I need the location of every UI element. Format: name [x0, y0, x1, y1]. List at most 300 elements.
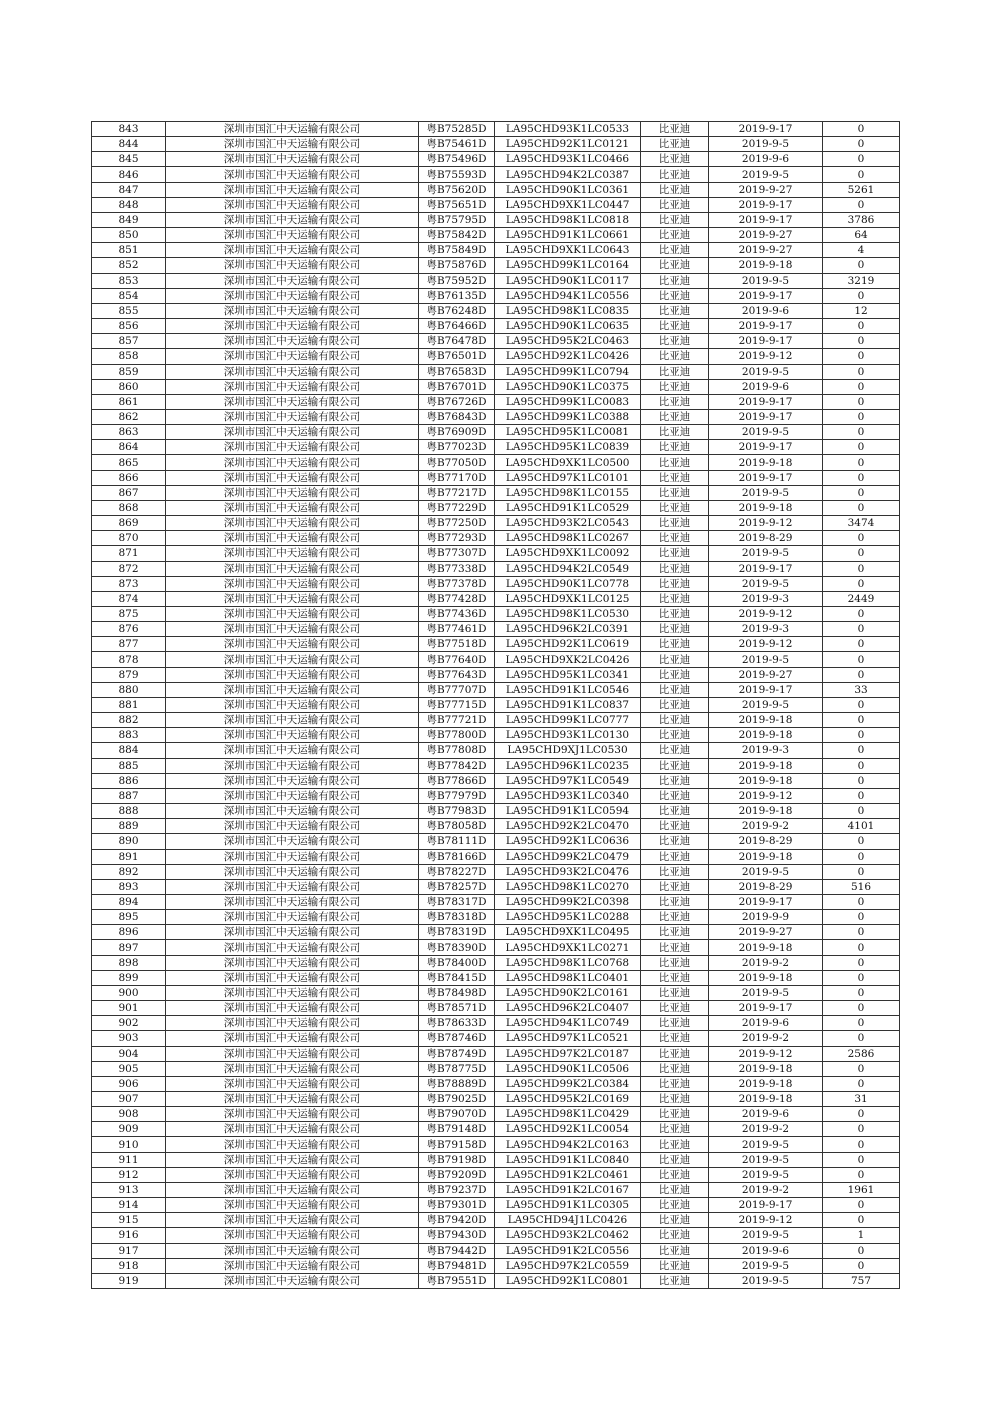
date-cell: 2019-9-5	[709, 167, 823, 182]
brand-cell: 比亚迪	[641, 273, 709, 288]
brand-cell: 比亚迪	[641, 1016, 709, 1031]
plate-cell: 粤B76583D	[419, 364, 495, 379]
vin-cell: LA95CHD95K1LC0341	[495, 667, 641, 682]
company-cell: 深圳市国汇中天运输有限公司	[166, 1167, 419, 1182]
brand-cell: 比亚迪	[641, 652, 709, 667]
row-number-cell: 910	[92, 1137, 166, 1152]
company-cell: 深圳市国汇中天运输有限公司	[166, 1243, 419, 1258]
brand-cell: 比亚迪	[641, 1243, 709, 1258]
value-cell: 1961	[823, 1182, 900, 1197]
table-row	[92, 955, 900, 970]
table-row	[92, 182, 900, 197]
plate-cell: 粤B79420D	[419, 1213, 495, 1228]
value-cell: 4	[823, 243, 900, 258]
company-cell: 深圳市国汇中天运输有限公司	[166, 743, 419, 758]
plate-cell: 粤B79158D	[419, 1137, 495, 1152]
brand-cell: 比亚迪	[641, 500, 709, 515]
brand-cell: 比亚迪	[641, 697, 709, 712]
table-row	[92, 500, 900, 515]
brand-cell: 比亚迪	[641, 910, 709, 925]
vin-cell: LA95CHD98K1LC0530	[495, 607, 641, 622]
date-cell: 2019-9-2	[709, 1182, 823, 1197]
company-cell: 深圳市国汇中天运输有限公司	[166, 910, 419, 925]
value-cell: 3219	[823, 273, 900, 288]
company-cell: 深圳市国汇中天运输有限公司	[166, 1137, 419, 1152]
table-row	[92, 667, 900, 682]
company-cell: 深圳市国汇中天运输有限公司	[166, 697, 419, 712]
plate-cell: 粤B75496D	[419, 152, 495, 167]
table-row	[92, 228, 900, 243]
company-cell: 深圳市国汇中天运输有限公司	[166, 804, 419, 819]
table-row	[92, 273, 900, 288]
company-cell: 深圳市国汇中天运输有限公司	[166, 152, 419, 167]
vin-cell: LA95CHD94J1LC0426	[495, 1213, 641, 1228]
company-cell: 深圳市国汇中天运输有限公司	[166, 455, 419, 470]
table-row	[92, 985, 900, 1000]
row-number-cell: 918	[92, 1258, 166, 1273]
company-cell: 深圳市国汇中天运输有限公司	[166, 167, 419, 182]
table-row	[92, 531, 900, 546]
company-cell: 深圳市国汇中天运输有限公司	[166, 1152, 419, 1167]
date-cell: 2019-9-17	[709, 894, 823, 909]
plate-cell: 粤B76843D	[419, 409, 495, 424]
date-cell: 2019-9-2	[709, 1031, 823, 1046]
company-cell: 深圳市国汇中天运输有限公司	[166, 879, 419, 894]
vin-cell: LA95CHD91K1LC0529	[495, 500, 641, 515]
company-cell: 深圳市国汇中天运输有限公司	[166, 607, 419, 622]
value-cell: 64	[823, 228, 900, 243]
vin-cell: LA95CHD93K2LC0462	[495, 1228, 641, 1243]
vin-cell: LA95CHD91K2LC0167	[495, 1182, 641, 1197]
company-cell: 深圳市国汇中天运输有限公司	[166, 243, 419, 258]
plate-cell: 粤B78775D	[419, 1061, 495, 1076]
table-row	[92, 349, 900, 364]
company-cell: 深圳市国汇中天运输有限公司	[166, 470, 419, 485]
row-number-cell: 865	[92, 455, 166, 470]
table-row	[92, 1137, 900, 1152]
plate-cell: 粤B75876D	[419, 258, 495, 273]
plate-cell: 粤B78571D	[419, 1001, 495, 1016]
vin-cell: LA95CHD93K1LC0533	[495, 122, 641, 137]
plate-cell: 粤B77979D	[419, 788, 495, 803]
company-cell: 深圳市国汇中天运输有限公司	[166, 925, 419, 940]
plate-cell: 粤B79442D	[419, 1243, 495, 1258]
date-cell: 2019-9-27	[709, 925, 823, 940]
value-cell: 0	[823, 122, 900, 137]
brand-cell: 比亚迪	[641, 122, 709, 137]
row-number-cell: 872	[92, 561, 166, 576]
plate-cell: 粤B77866D	[419, 773, 495, 788]
table-row	[92, 576, 900, 591]
row-number-cell: 871	[92, 546, 166, 561]
date-cell: 2019-9-5	[709, 1228, 823, 1243]
brand-cell: 比亚迪	[641, 682, 709, 697]
table-row	[92, 682, 900, 697]
plate-cell: 粤B77643D	[419, 667, 495, 682]
value-cell: 31	[823, 1092, 900, 1107]
date-cell: 2019-9-17	[709, 440, 823, 455]
row-number-cell: 895	[92, 910, 166, 925]
company-cell: 深圳市国汇中天运输有限公司	[166, 1273, 419, 1288]
row-number-cell: 859	[92, 364, 166, 379]
date-cell: 2019-8-29	[709, 834, 823, 849]
company-cell: 深圳市国汇中天运输有限公司	[166, 940, 419, 955]
vin-cell: LA95CHD92K1LC0801	[495, 1273, 641, 1288]
brand-cell: 比亚迪	[641, 288, 709, 303]
value-cell: 0	[823, 894, 900, 909]
value-cell: 4101	[823, 819, 900, 834]
row-number-cell: 851	[92, 243, 166, 258]
plate-cell: 粤B77715D	[419, 697, 495, 712]
plate-cell: 粤B77217D	[419, 485, 495, 500]
brand-cell: 比亚迪	[641, 576, 709, 591]
vin-cell: LA95CHD98K1LC0155	[495, 485, 641, 500]
brand-cell: 比亚迪	[641, 728, 709, 743]
plate-cell: 粤B77808D	[419, 743, 495, 758]
row-number-cell: 909	[92, 1122, 166, 1137]
date-cell: 2019-9-5	[709, 1152, 823, 1167]
value-cell: 0	[823, 319, 900, 334]
plate-cell: 粤B79551D	[419, 1273, 495, 1288]
company-cell: 深圳市国汇中天运输有限公司	[166, 637, 419, 652]
vin-cell: LA95CHD96K2LC0407	[495, 1001, 641, 1016]
table-row	[92, 258, 900, 273]
date-cell: 2019-9-2	[709, 1122, 823, 1137]
date-cell: 2019-9-17	[709, 682, 823, 697]
plate-cell: 粤B78390D	[419, 940, 495, 955]
table-row	[92, 879, 900, 894]
table-row	[92, 804, 900, 819]
date-cell: 2019-9-17	[709, 122, 823, 137]
row-number-cell: 877	[92, 637, 166, 652]
row-number-cell: 888	[92, 804, 166, 819]
table-row	[92, 1213, 900, 1228]
brand-cell: 比亚迪	[641, 167, 709, 182]
row-number-cell: 852	[92, 258, 166, 273]
table-row	[92, 637, 900, 652]
row-number-cell: 880	[92, 682, 166, 697]
plate-cell: 粤B78400D	[419, 955, 495, 970]
brand-cell: 比亚迪	[641, 1092, 709, 1107]
table-row	[92, 197, 900, 212]
date-cell: 2019-9-5	[709, 652, 823, 667]
brand-cell: 比亚迪	[641, 622, 709, 637]
value-cell: 2449	[823, 591, 900, 606]
value-cell: 0	[823, 652, 900, 667]
vin-cell: LA95CHD99K2LC0398	[495, 894, 641, 909]
date-cell: 2019-9-3	[709, 591, 823, 606]
plate-cell: 粤B76478D	[419, 334, 495, 349]
row-number-cell: 878	[92, 652, 166, 667]
row-number-cell: 894	[92, 894, 166, 909]
row-number-cell: 907	[92, 1092, 166, 1107]
row-number-cell: 870	[92, 531, 166, 546]
date-cell: 2019-9-27	[709, 243, 823, 258]
value-cell: 0	[823, 910, 900, 925]
vin-cell: LA95CHD9XK1LC0495	[495, 925, 641, 940]
plate-cell: 粤B77023D	[419, 440, 495, 455]
row-number-cell: 855	[92, 303, 166, 318]
value-cell: 0	[823, 985, 900, 1000]
value-cell: 0	[823, 137, 900, 152]
row-number-cell: 884	[92, 743, 166, 758]
plate-cell: 粤B77800D	[419, 728, 495, 743]
date-cell: 2019-9-9	[709, 910, 823, 925]
plate-cell: 粤B78318D	[419, 910, 495, 925]
brand-cell: 比亚迪	[641, 137, 709, 152]
brand-cell: 比亚迪	[641, 546, 709, 561]
row-number-cell: 857	[92, 334, 166, 349]
value-cell: 0	[823, 758, 900, 773]
table-row	[92, 319, 900, 334]
vin-cell: LA95CHD99K1LC0794	[495, 364, 641, 379]
company-cell: 深圳市国汇中天运输有限公司	[166, 728, 419, 743]
table-row	[92, 607, 900, 622]
table-row	[92, 1198, 900, 1213]
plate-cell: 粤B78227D	[419, 864, 495, 879]
vin-cell: LA95CHD95K2LC0463	[495, 334, 641, 349]
row-number-cell: 864	[92, 440, 166, 455]
brand-cell: 比亚迪	[641, 409, 709, 424]
row-number-cell: 862	[92, 409, 166, 424]
value-cell: 0	[823, 667, 900, 682]
row-number-cell: 846	[92, 167, 166, 182]
plate-cell: 粤B75842D	[419, 228, 495, 243]
brand-cell: 比亚迪	[641, 531, 709, 546]
row-number-cell: 903	[92, 1031, 166, 1046]
row-number-cell: 867	[92, 485, 166, 500]
date-cell: 2019-9-3	[709, 743, 823, 758]
company-cell: 深圳市国汇中天运输有限公司	[166, 258, 419, 273]
brand-cell: 比亚迪	[641, 1031, 709, 1046]
plate-cell: 粤B75651D	[419, 197, 495, 212]
vin-cell: LA95CHD98K1LC0429	[495, 1107, 641, 1122]
vin-cell: LA95CHD9XK1LC0092	[495, 546, 641, 561]
company-cell: 深圳市国汇中天运输有限公司	[166, 955, 419, 970]
brand-cell: 比亚迪	[641, 349, 709, 364]
date-cell: 2019-9-2	[709, 955, 823, 970]
date-cell: 2019-9-18	[709, 804, 823, 819]
vin-cell: LA95CHD99K1LC0388	[495, 409, 641, 424]
brand-cell: 比亚迪	[641, 955, 709, 970]
vin-cell: LA95CHD94K1LC0749	[495, 1016, 641, 1031]
vin-cell: LA95CHD95K1LC0081	[495, 425, 641, 440]
brand-cell: 比亚迪	[641, 455, 709, 470]
company-cell: 深圳市国汇中天运输有限公司	[166, 516, 419, 531]
table-row	[92, 394, 900, 409]
value-cell: 0	[823, 955, 900, 970]
value-cell: 0	[823, 561, 900, 576]
value-cell: 0	[823, 334, 900, 349]
row-number-cell: 849	[92, 212, 166, 227]
company-cell: 深圳市国汇中天运输有限公司	[166, 1061, 419, 1076]
value-cell: 0	[823, 546, 900, 561]
row-number-cell: 917	[92, 1243, 166, 1258]
value-cell: 0	[823, 531, 900, 546]
value-cell: 0	[823, 1152, 900, 1167]
row-number-cell: 845	[92, 152, 166, 167]
date-cell: 2019-9-6	[709, 1016, 823, 1031]
company-cell: 深圳市国汇中天运输有限公司	[166, 500, 419, 515]
vin-cell: LA95CHD99K1LC0164	[495, 258, 641, 273]
company-cell: 深圳市国汇中天运输有限公司	[166, 758, 419, 773]
value-cell: 0	[823, 940, 900, 955]
date-cell: 2019-9-17	[709, 212, 823, 227]
brand-cell: 比亚迪	[641, 364, 709, 379]
row-number-cell: 890	[92, 834, 166, 849]
date-cell: 2019-9-18	[709, 258, 823, 273]
date-cell: 2019-9-5	[709, 1167, 823, 1182]
company-cell: 深圳市国汇中天运输有限公司	[166, 864, 419, 879]
vin-cell: LA95CHD97K1LC0549	[495, 773, 641, 788]
date-cell: 2019-9-18	[709, 455, 823, 470]
date-cell: 2019-8-29	[709, 879, 823, 894]
company-cell: 深圳市国汇中天运输有限公司	[166, 834, 419, 849]
brand-cell: 比亚迪	[641, 152, 709, 167]
table-row	[92, 1046, 900, 1061]
date-cell: 2019-9-12	[709, 1213, 823, 1228]
vehicle-table-body	[92, 122, 900, 1289]
company-cell: 深圳市国汇中天运输有限公司	[166, 1258, 419, 1273]
plate-cell: 粤B79025D	[419, 1092, 495, 1107]
row-number-cell: 900	[92, 985, 166, 1000]
brand-cell: 比亚迪	[641, 773, 709, 788]
brand-cell: 比亚迪	[641, 1198, 709, 1213]
row-number-cell: 861	[92, 394, 166, 409]
table-row	[92, 819, 900, 834]
table-row	[92, 425, 900, 440]
company-cell: 深圳市国汇中天运输有限公司	[166, 652, 419, 667]
table-row	[92, 713, 900, 728]
brand-cell: 比亚迪	[641, 561, 709, 576]
date-cell: 2019-9-5	[709, 697, 823, 712]
company-cell: 深圳市国汇中天运输有限公司	[166, 682, 419, 697]
value-cell: 516	[823, 879, 900, 894]
table-row	[92, 728, 900, 743]
plate-cell: 粤B77436D	[419, 607, 495, 622]
table-row	[92, 440, 900, 455]
value-cell: 0	[823, 1016, 900, 1031]
date-cell: 2019-9-5	[709, 1273, 823, 1288]
table-row	[92, 379, 900, 394]
vin-cell: LA95CHD92K2LC0470	[495, 819, 641, 834]
brand-cell: 比亚迪	[641, 758, 709, 773]
brand-cell: 比亚迪	[641, 1061, 709, 1076]
row-number-cell: 844	[92, 137, 166, 152]
table-row	[92, 409, 900, 424]
date-cell: 2019-9-5	[709, 864, 823, 879]
row-number-cell: 847	[92, 182, 166, 197]
vin-cell: LA95CHD99K2LC0384	[495, 1076, 641, 1091]
brand-cell: 比亚迪	[641, 1213, 709, 1228]
company-cell: 深圳市国汇中天运输有限公司	[166, 1182, 419, 1197]
vin-cell: LA95CHD91K2LC0556	[495, 1243, 641, 1258]
brand-cell: 比亚迪	[641, 182, 709, 197]
vin-cell: LA95CHD91K1LC0546	[495, 682, 641, 697]
date-cell: 2019-9-18	[709, 849, 823, 864]
vin-cell: LA95CHD94K1LC0556	[495, 288, 641, 303]
date-cell: 2019-9-17	[709, 1001, 823, 1016]
value-cell: 3786	[823, 212, 900, 227]
plate-cell: 粤B77307D	[419, 546, 495, 561]
plate-cell: 粤B78415D	[419, 970, 495, 985]
plate-cell: 粤B77640D	[419, 652, 495, 667]
plate-cell: 粤B77461D	[419, 622, 495, 637]
date-cell: 2019-9-5	[709, 1258, 823, 1273]
vin-cell: LA95CHD95K1LC0839	[495, 440, 641, 455]
row-number-cell: 886	[92, 773, 166, 788]
table-row	[92, 622, 900, 637]
date-cell: 2019-9-5	[709, 425, 823, 440]
date-cell: 2019-9-5	[709, 273, 823, 288]
table-row	[92, 1061, 900, 1076]
row-number-cell: 869	[92, 516, 166, 531]
table-row	[92, 864, 900, 879]
plate-cell: 粤B77842D	[419, 758, 495, 773]
table-row	[92, 1001, 900, 1016]
vin-cell: LA95CHD96K2LC0391	[495, 622, 641, 637]
vin-cell: LA95CHD98K1LC0270	[495, 879, 641, 894]
row-number-cell: 885	[92, 758, 166, 773]
value-cell: 3474	[823, 516, 900, 531]
row-number-cell: 899	[92, 970, 166, 985]
row-number-cell: 896	[92, 925, 166, 940]
brand-cell: 比亚迪	[641, 864, 709, 879]
row-number-cell: 854	[92, 288, 166, 303]
value-cell: 0	[823, 379, 900, 394]
value-cell: 0	[823, 970, 900, 985]
row-number-cell: 879	[92, 667, 166, 682]
company-cell: 深圳市国汇中天运输有限公司	[166, 425, 419, 440]
plate-cell: 粤B79237D	[419, 1182, 495, 1197]
plate-cell: 粤B76726D	[419, 394, 495, 409]
value-cell: 0	[823, 637, 900, 652]
row-number-cell: 856	[92, 319, 166, 334]
table-row	[92, 940, 900, 955]
date-cell: 2019-9-18	[709, 1092, 823, 1107]
value-cell: 0	[823, 470, 900, 485]
brand-cell: 比亚迪	[641, 334, 709, 349]
vin-cell: LA95CHD90K1LC0375	[495, 379, 641, 394]
value-cell: 0	[823, 288, 900, 303]
row-number-cell: 915	[92, 1213, 166, 1228]
plate-cell: 粤B76135D	[419, 288, 495, 303]
vin-cell: LA95CHD93K1LC0340	[495, 788, 641, 803]
date-cell: 2019-9-12	[709, 349, 823, 364]
table-row	[92, 212, 900, 227]
brand-cell: 比亚迪	[641, 788, 709, 803]
row-number-cell: 863	[92, 425, 166, 440]
row-number-cell: 882	[92, 713, 166, 728]
company-cell: 深圳市国汇中天运输有限公司	[166, 1016, 419, 1031]
row-number-cell: 906	[92, 1076, 166, 1091]
vin-cell: LA95CHD9XK1LC0271	[495, 940, 641, 955]
brand-cell: 比亚迪	[641, 1273, 709, 1288]
table-row	[92, 516, 900, 531]
company-cell: 深圳市国汇中天运输有限公司	[166, 819, 419, 834]
vin-cell: LA95CHD90K1LC0361	[495, 182, 641, 197]
company-cell: 深圳市国汇中天运输有限公司	[166, 137, 419, 152]
vin-cell: LA95CHD9XJ1LC0530	[495, 743, 641, 758]
date-cell: 2019-9-17	[709, 561, 823, 576]
brand-cell: 比亚迪	[641, 894, 709, 909]
company-cell: 深圳市国汇中天运输有限公司	[166, 394, 419, 409]
vin-cell: LA95CHD9XK1LC0643	[495, 243, 641, 258]
date-cell: 2019-9-12	[709, 1046, 823, 1061]
company-cell: 深圳市国汇中天运输有限公司	[166, 1198, 419, 1213]
value-cell: 0	[823, 804, 900, 819]
brand-cell: 比亚迪	[641, 1046, 709, 1061]
